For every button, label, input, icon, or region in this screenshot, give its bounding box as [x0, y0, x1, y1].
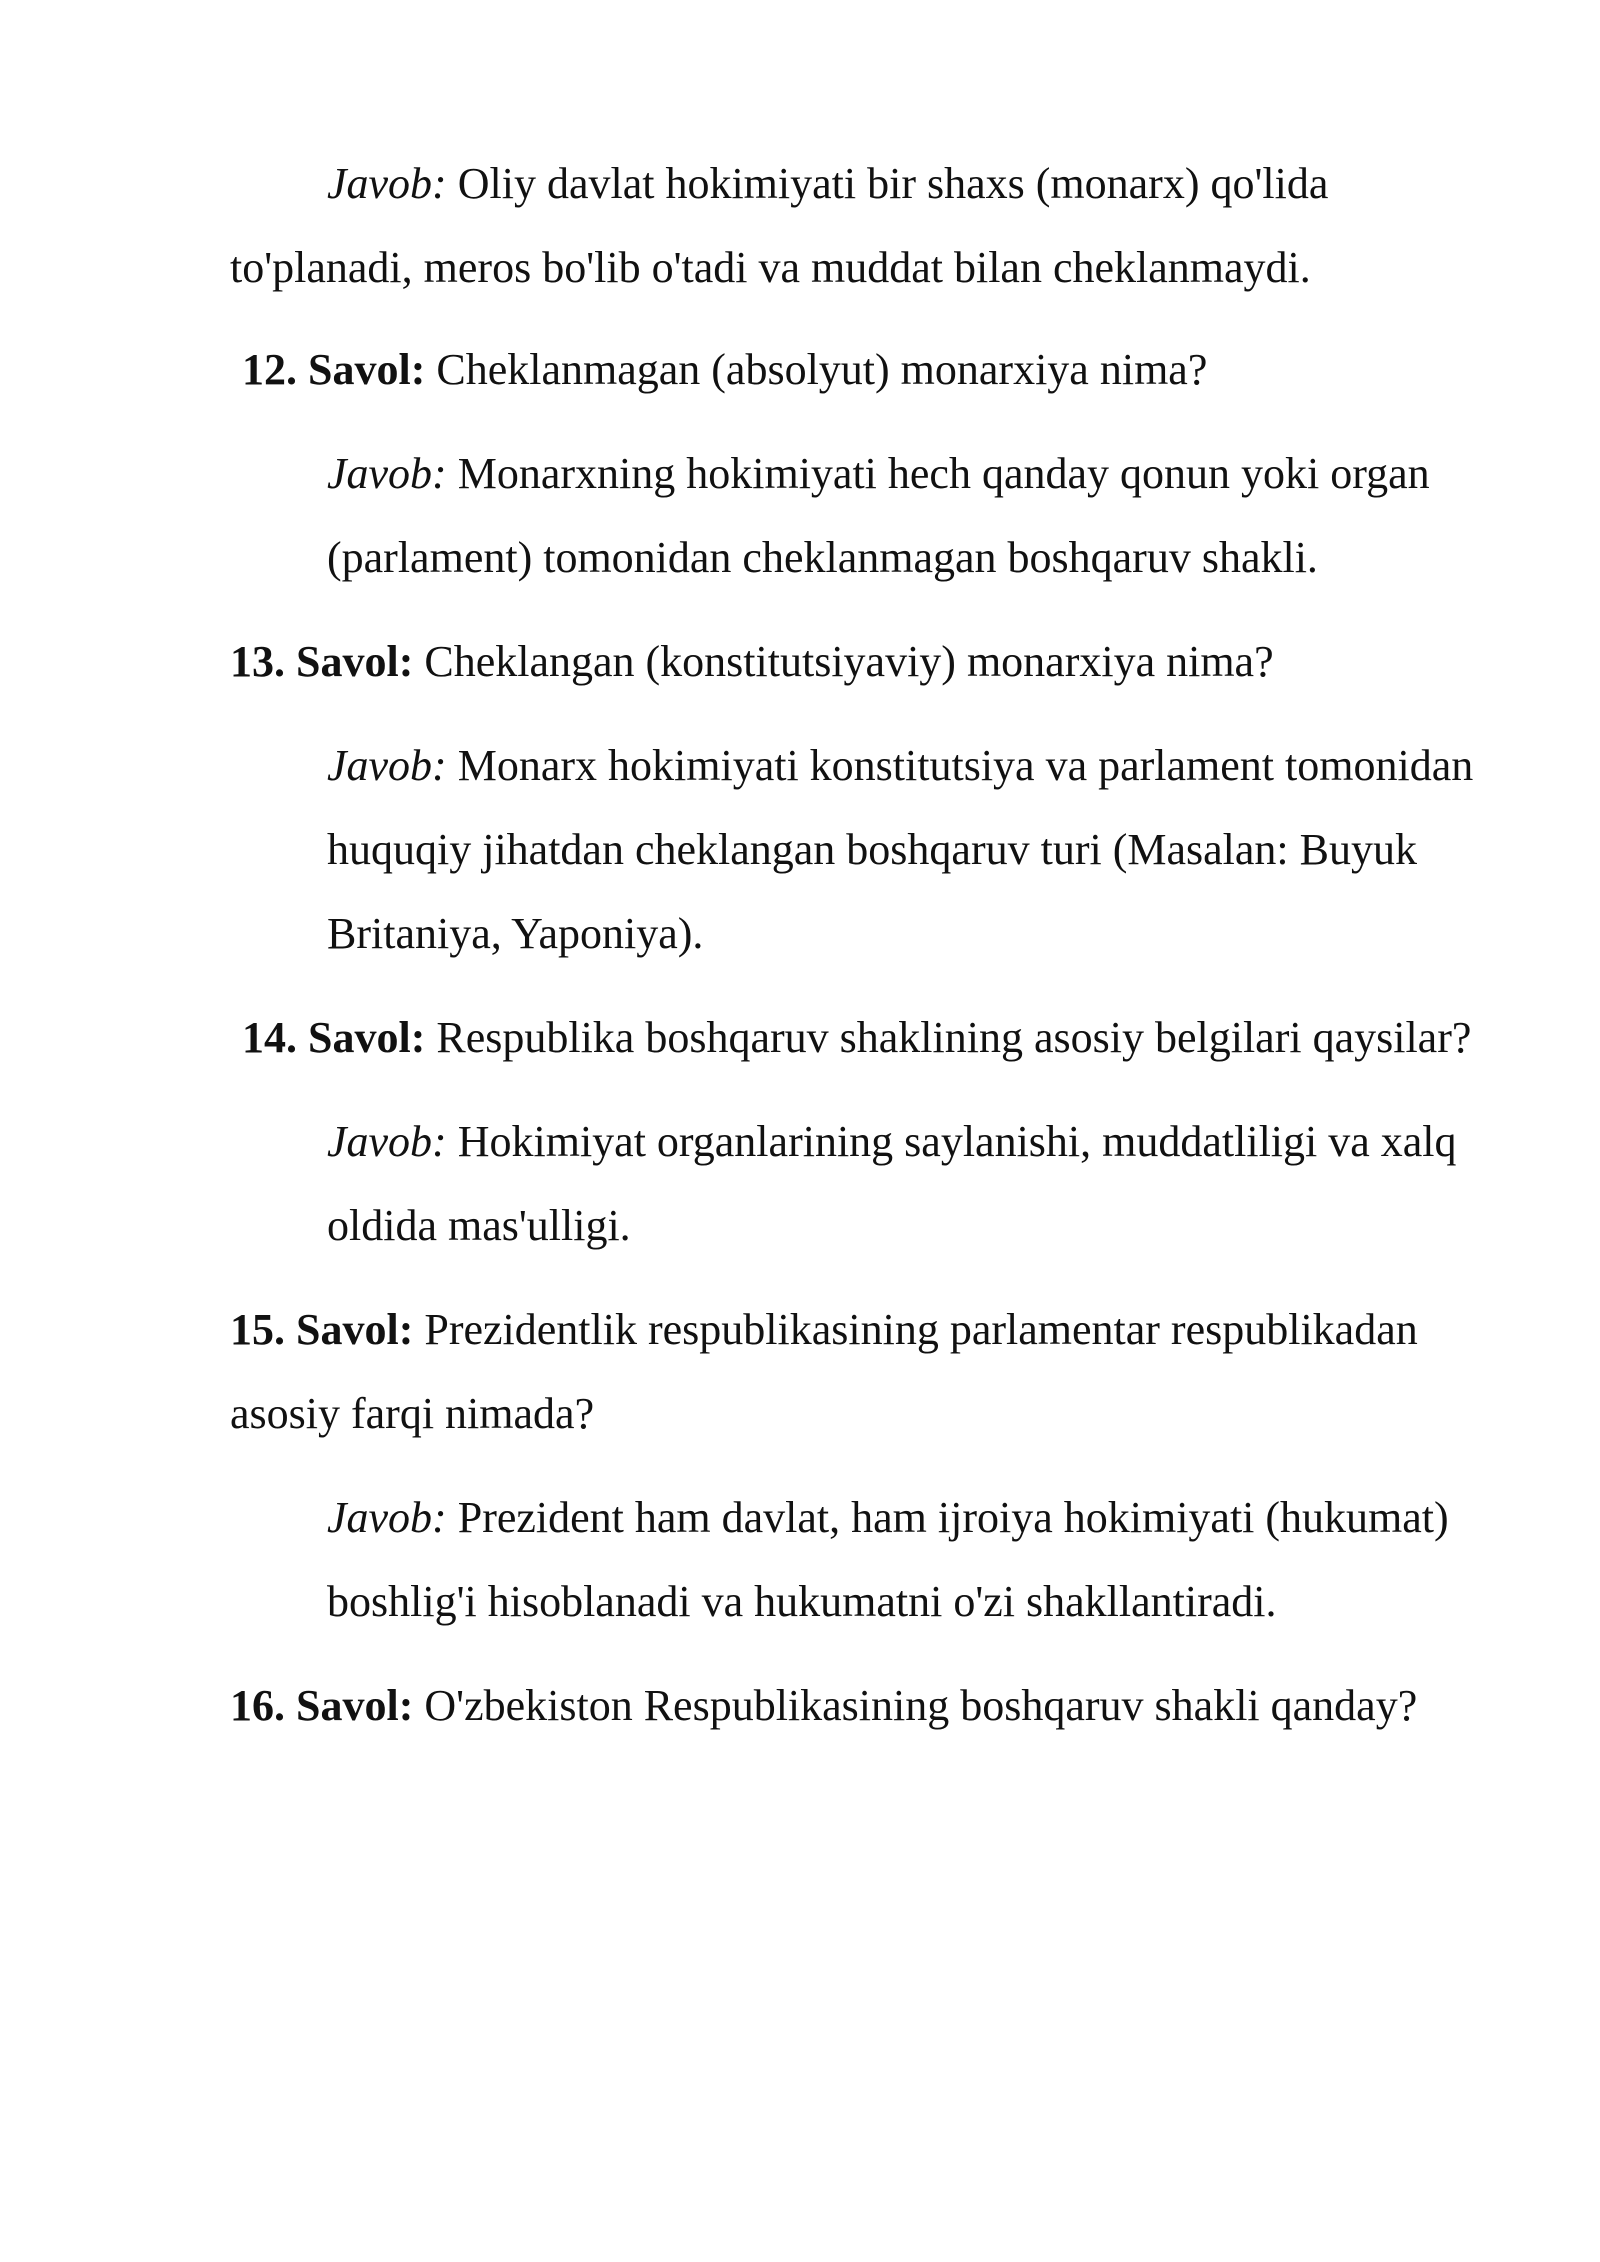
question-text: Cheklanmagan (absolyut) monarxiya nima? — [425, 345, 1208, 394]
question-label: 16. Savol: — [230, 1681, 414, 1730]
answer-label: Javob: — [327, 449, 447, 498]
answer-label: Javob: — [327, 741, 447, 790]
answer-15 — [230, 1476, 1490, 1644]
question-13 — [230, 620, 1490, 704]
answer-text: Hokimiyat organlarining saylanishi, muddatliligi va xalq oldida mas'ulligi. — [327, 1117, 1457, 1250]
question-label: 14. Savol: — [242, 1013, 426, 1062]
question-15 — [230, 1288, 1490, 1456]
question-text: Respublika boshqaruv shaklining asosiy belgilari qaysilar? — [425, 1013, 1472, 1062]
question-text: Cheklangan (konstitutsiyaviy) monarxiya nima? — [413, 637, 1274, 686]
question-14 — [230, 996, 1490, 1080]
answer-11 — [230, 142, 1490, 310]
answer-14 — [230, 1100, 1490, 1268]
answer-text: Oliy davlat hokimiyati bir shaxs (monarx) qo'lida to'planadi, meros bo'lib o'tadi va muddat bilan cheklanmaydi. — [230, 159, 1329, 292]
question-label: 13. Savol: — [230, 637, 414, 686]
answer-text: Prezident ham davlat, ham ijroiya hokimiyati (hukumat) boshlig'i hisoblanadi va hukumatni o'zi shakllantiradi. — [327, 1493, 1449, 1626]
answer-label: Javob: — [327, 1493, 447, 1542]
question-text: Prezidentlik respublikasining parlamentar respublikadan asosiy farqi nimada? — [230, 1305, 1418, 1438]
answer-label: Javob: — [327, 159, 447, 208]
answer-label: Javob: — [327, 1117, 447, 1166]
question-label: 12. Savol: — [242, 345, 426, 394]
answer-13 — [230, 724, 1490, 976]
question-16 — [230, 1664, 1490, 1748]
question-12 — [230, 328, 1490, 412]
question-label: 15. Savol: — [230, 1305, 414, 1354]
answer-text: Monarxning hokimiyati hech qanday qonun yoki organ (parlament) tomonidan cheklanmagan boshqaruv shakli. — [327, 449, 1430, 582]
answer-12 — [230, 432, 1490, 600]
question-text: O'zbekiston Respublikasining boshqaruv shakli qanday? — [413, 1681, 1418, 1730]
answer-text: Monarx hokimiyati konstitutsiya va parlament tomonidan huquqiy jihatdan cheklangan boshqaruv turi (Masalan: Buyuk Britaniya, Yaponiya). — [327, 741, 1474, 958]
